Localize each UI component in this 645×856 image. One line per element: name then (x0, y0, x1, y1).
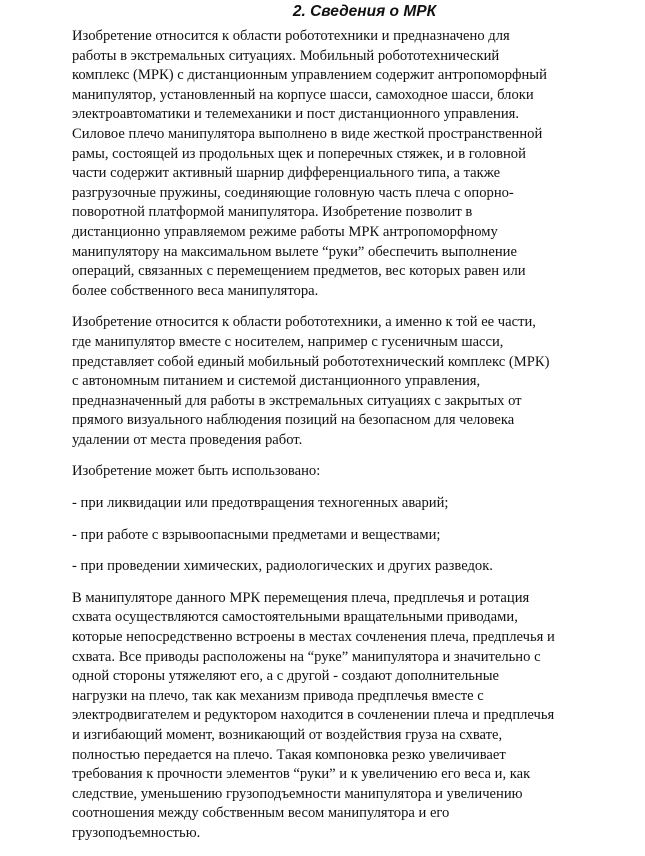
text-line: манипулятор, установленный на корпусе шасси, самоходное шасси, блоки (72, 86, 534, 103)
text-line: Изобретение относится к области робототехники и предназначено для (72, 28, 510, 44)
text-line: полностью передается на плечо. Такая компоновка резко увеличивает (72, 746, 506, 763)
text-line: Изобретение может быть использовано: (72, 463, 321, 480)
text-line: манипулятору на максимальном вылете “руки” обеспечить выполнение (72, 243, 517, 260)
text-line: предназначенный для работы в экстремальных ситуациях с закрытых от (72, 392, 522, 409)
text-line: с автономным питанием и системой дистанционного управления, (72, 373, 481, 390)
document-page (72, 0, 617, 856)
text-line: Силовое плечо манипулятора выполнено в виде жесткой пространственной (72, 125, 543, 142)
text-line: - при ликвидации или предотвращения техногенных аварий; (72, 495, 449, 512)
text-line: разгрузочные пружины, соединяющие головную часть плеча с опорно- (72, 184, 514, 201)
text-line: схвата осуществляются самостоятельными вращательными приводами, (72, 609, 518, 626)
text-line: В манипуляторе данного МРК перемещения плеча, предплечья и ротация (72, 589, 530, 606)
text-line: части содержит активный шарнир дифференциального типа, а также (72, 165, 501, 182)
text-line: поворотной платформой манипулятора. Изобретение позволит в (72, 204, 473, 221)
paragraph-drives (72, 589, 617, 844)
text-line: требования к прочности элементов “руки” и к увеличению его веса и, как (72, 766, 531, 783)
text-line: электроавтоматики и телемеханики и пост дистанционного управления. (72, 106, 520, 123)
text-line: дистанционно управляемом режиме работы МРК антропоморфному (72, 223, 498, 240)
list-item-explosives (72, 526, 617, 546)
text-line: удалении от места проведения работ. (72, 431, 303, 448)
text-line: работы в экстремальных ситуациях. Мобильный робототехнический (72, 47, 500, 64)
list-item-reconnaissance (72, 557, 617, 577)
text-line: - при проведении химических, радиологических и других разведок. (72, 558, 493, 575)
text-line: следствие, уменьшению грузоподъемности манипулятора и увеличению (72, 785, 523, 802)
text-line: - при работе с взрывоопасными предметами и веществами; (72, 526, 441, 543)
text-line: одной стороны утяжеляют его, а с другой - создают дополнительные (72, 668, 499, 685)
text-line: операций, связанных с перемещением предметов, вес которых равен или (72, 263, 526, 280)
text-line: прямого визуального наблюдения позиций на безопасном для человека (72, 412, 515, 429)
text-line: более собственного веса манипулятора. (72, 282, 319, 299)
list-item-accidents (72, 494, 617, 514)
text-line: и изгибающий момент, возникающий от воздействия груза на схвате, (72, 727, 503, 743)
text-line: схвата. Все приводы расположены на “руке” манипулятора и значительно с (72, 648, 541, 665)
paragraph-summary (72, 27, 617, 301)
section-heading: 2. Сведения о МРК (292, 3, 437, 20)
text-line: которые непосредственно встроены в местах сочленения плеча, предплечья и (72, 629, 555, 646)
text-line: где манипулятор вместе с носителем, например с гусеничным шасси, (72, 333, 504, 350)
text-line: грузоподъемностью. (72, 824, 201, 841)
text-line: электродвигателем и редуктором находится в сочленении плеча и предплечья (72, 707, 555, 724)
text-line: Изобретение относится к области робототехники, а именно к той ее части, (72, 314, 536, 331)
text-line: представляет собой единый мобильный робототехнический комплекс (МРК) (72, 353, 550, 370)
text-line: соотношения между собственным весом манипулятора и его (72, 805, 450, 822)
text-line: комплекс (МРК) с дистанционным управлением содержит антропоморфный (72, 67, 547, 84)
text-line: нагрузки на плечо, так как механизм привода предплечья вместе с (72, 687, 484, 704)
paragraph-field (72, 313, 617, 450)
text-line: рамы, состоящей из продольных щек и поперечных стяжек, и в головной (72, 145, 526, 162)
paragraph-usage-intro (72, 462, 617, 482)
